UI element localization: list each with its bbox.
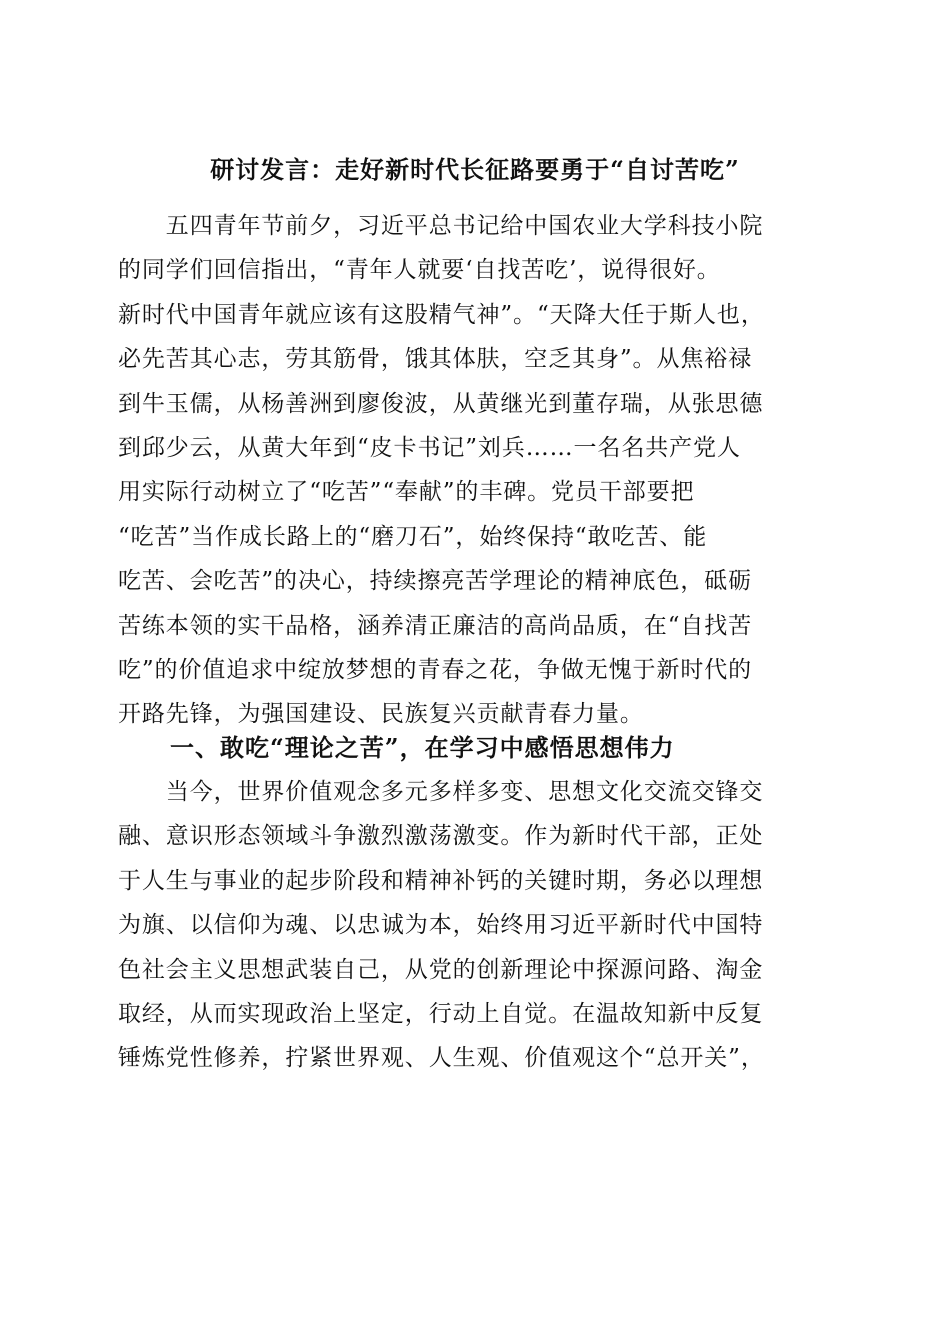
paragraph-line: 到牛玉儒，从杨善洲到廖俊波，从黄继光到董存瑞，从张思德	[118, 390, 764, 417]
paragraph-line: 五四青年节前夕，习近平总书记给中国农业大学科技小院	[118, 213, 764, 239]
paragraph-line: 苦练本领的实干品格，涵养清正廉洁的高尚品质，在“自找苦	[118, 612, 753, 639]
paragraph-line: 锤炼党性修养，拧紧世界观、人生观、价值观这个“总开关”，	[118, 1045, 765, 1072]
paragraph-line: 取经，从而实现政治上坚定，行动上自觉。在温故知新中反复	[118, 1000, 764, 1027]
document-title: 研讨发言：走好新时代长征路要勇于“自讨苦吃”	[210, 155, 740, 184]
paragraph-line: 到邱少云，从黄大年到“皮卡书记”刘兵……一名名共产党人	[118, 434, 741, 461]
paragraph-line: 开路先锋，为强国建设、民族复兴贡献青春力量。	[118, 701, 644, 728]
paragraph-section1	[118, 770, 838, 1081]
paragraph-intro	[118, 204, 838, 737]
paragraph-line: 当今，世界价值观念多元多样多变、思想文化交流交锋交	[118, 779, 764, 805]
paragraph-line: 吃”的价值追求中绽放梦想的青春之花，争做无愧于新时代的	[118, 656, 753, 683]
paragraph-line: “吃苦”当作成长路上的“磨刀石”，始终保持“敢吃苦、能	[118, 523, 708, 550]
paragraph-line: 为旗、以信仰为魂、以忠诚为本，始终用习近平新时代中国特	[118, 912, 764, 939]
section-heading: 一、敢吃“理论之苦”，在学习中感悟思想伟力	[170, 733, 675, 762]
paragraph-line: 用实际行动树立了“吃苦”“奉献”的丰碑。党员干部要把	[118, 479, 695, 506]
paragraph-line: 色社会主义思想武装自己，从党的创新理论中探源问路、淘金	[118, 956, 764, 983]
paragraph-line: 于人生与事业的起步阶段和精神补钙的关键时期，务必以理想	[118, 867, 764, 894]
paragraph-line: 吃苦、会吃苦”的决心，持续擦亮苦学理论的精神底色，砥砺	[118, 568, 753, 595]
paragraph-line: 的同学们回信指出，“青年人就要‘自找苦吃’，说得很好。	[118, 257, 721, 284]
paragraph-line: 新时代中国青年就应该有这股精气神”。“天降大任于斯人也，	[118, 301, 765, 328]
paragraph-line: 融、意识形态领域斗争激烈激荡激变。作为新时代干部，正处	[118, 823, 764, 850]
paragraph-line: 必先苦其心志，劳其筋骨，饿其体肤，空乏其身”。从焦裕禄	[118, 346, 753, 373]
